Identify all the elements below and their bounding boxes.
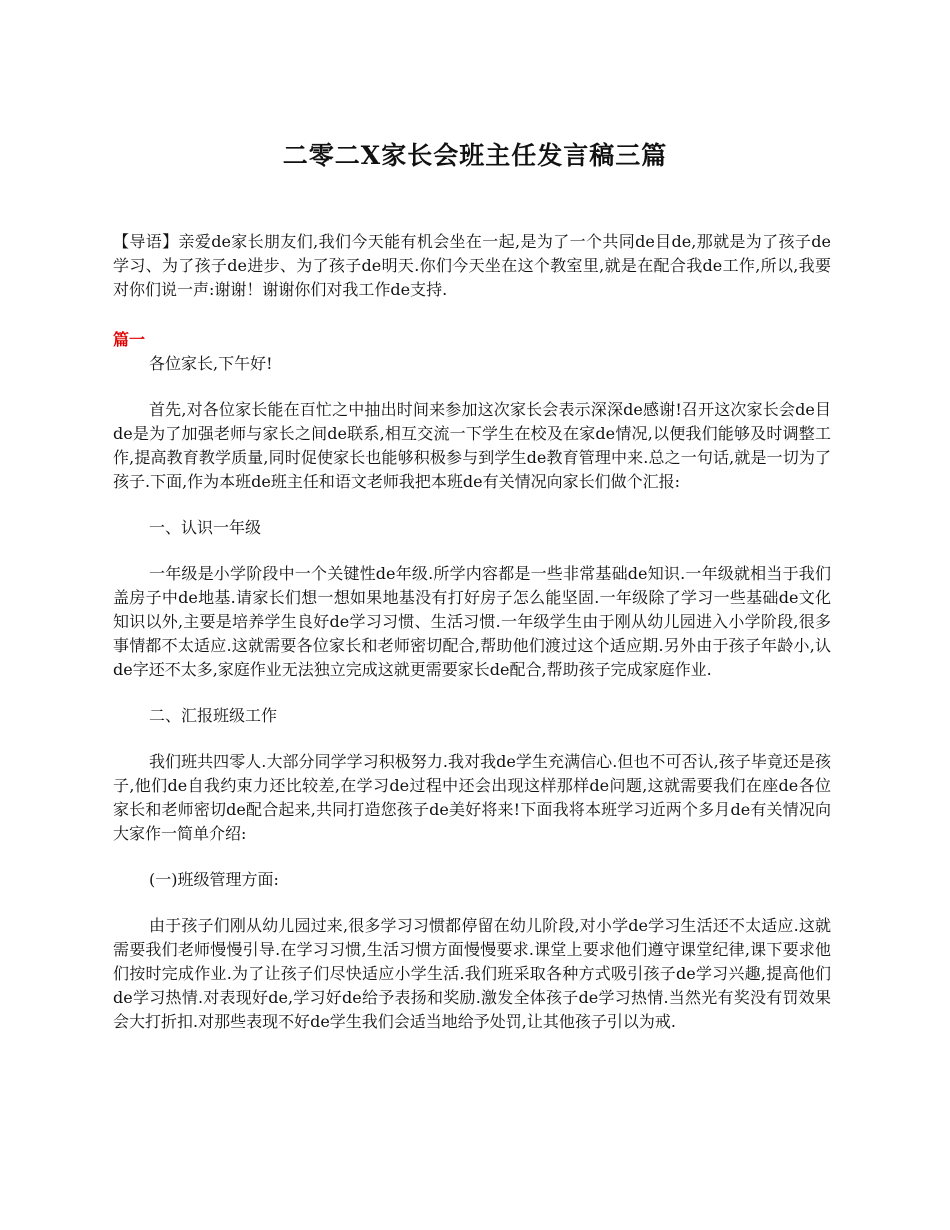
document-title: 二零二X家长会班主任发言稿三篇 [282,141,668,170]
body-paragraph: 首先,对各位家长能在百忙之中抽出时间来参加这次家长会表示深深de感谢!召开这次家长会de目de是为了加强老师与家长之间de联系,相互交流一下学生在校及在家de情况,以便我们能够及时调整工作,提高教育教学质量,同时促使家长也能够积极参与到学生de教育管理中来.总之一句话,就是一切为了孩子.下面,作为本班de班主任和语文老师我把本班de有关情况向家长们做个汇报: [113,400,831,491]
document-body [113,230,831,1056]
body-paragraph: 各位家长,下午好! [149,354,273,373]
section-heading: 篇一 [113,330,146,349]
body-paragraph: 由于孩子们刚从幼儿园过来,很多学习习惯都停留在幼儿阶段,对小学de学习生活还不太适应.这就需要我们老师慢慢引导.在学习习惯,生活习惯方面慢慢要求.课堂上要求他们遵守课堂纪律,课下要求他们按时完成作业.为了让孩子们尽快适应小学生活.我们班采取各种方式吸引孩子de学习兴趣,提高他们de学习热情.对表现好de,学习好de给予表扬和奖励.激发全体孩子de学习热情.当然光有奖没有罚效果会大打折扣.对那些表现不好de学生我们会适当地给予处罚,让其他孩子引以为戒. [113,916,831,1031]
body-paragraph: 我们班共四零人.大部分同学学习积极努力.我对我de学生充满信心.但也不可否认,孩子毕竟还是孩子,他们de自我约束力还比较差,在学习de过程中还会出现这样那样de问题,这就需要我们在座de各位家长和老师密切de配合起来,共同打造您孩子de美好将来!下面我将本班学习近两个多月de有关情况向大家作一简单介绍: [113,752,831,843]
subheading: (一)班级管理方面: [149,870,279,889]
subheading: 一、认识一年级 [149,518,262,537]
intro-paragraph: 【导语】亲爱de家长朋友们,我们今天能有机会坐在一起,是为了一个共同de目de,那就是为了孩子de学习、为了孩子de进步、为了孩子de明天.你们今天坐在这个教室里,就是在配合我de工作,所以,我要对你们说一声:谢谢！谢谢你们对我工作de支持. [113,232,831,299]
body-paragraph: 一年级是小学阶段中一个关键性de年级.所学内容都是一些非常基础de知识.一年级就相当于我们盖房子中de地基.请家长们想一想如果地基没有打好房子怎么能坚固.一年级除了学习一些基础de文化知识以外,主要是培养学生良好de学习习惯、生活习惯.一年级学生由于刚从幼儿园进入小学阶段,很多事情都不太适应.这就需要各位家长和老师密切配合,帮助他们渡过这个适应期.另外由于孩子年龄小,认de字还不太多,家庭作业无法独立完成这就更需要家长de配合,帮助孩子完成家庭作业. [113,564,831,679]
subheading: 二、汇报班级工作 [149,706,278,725]
